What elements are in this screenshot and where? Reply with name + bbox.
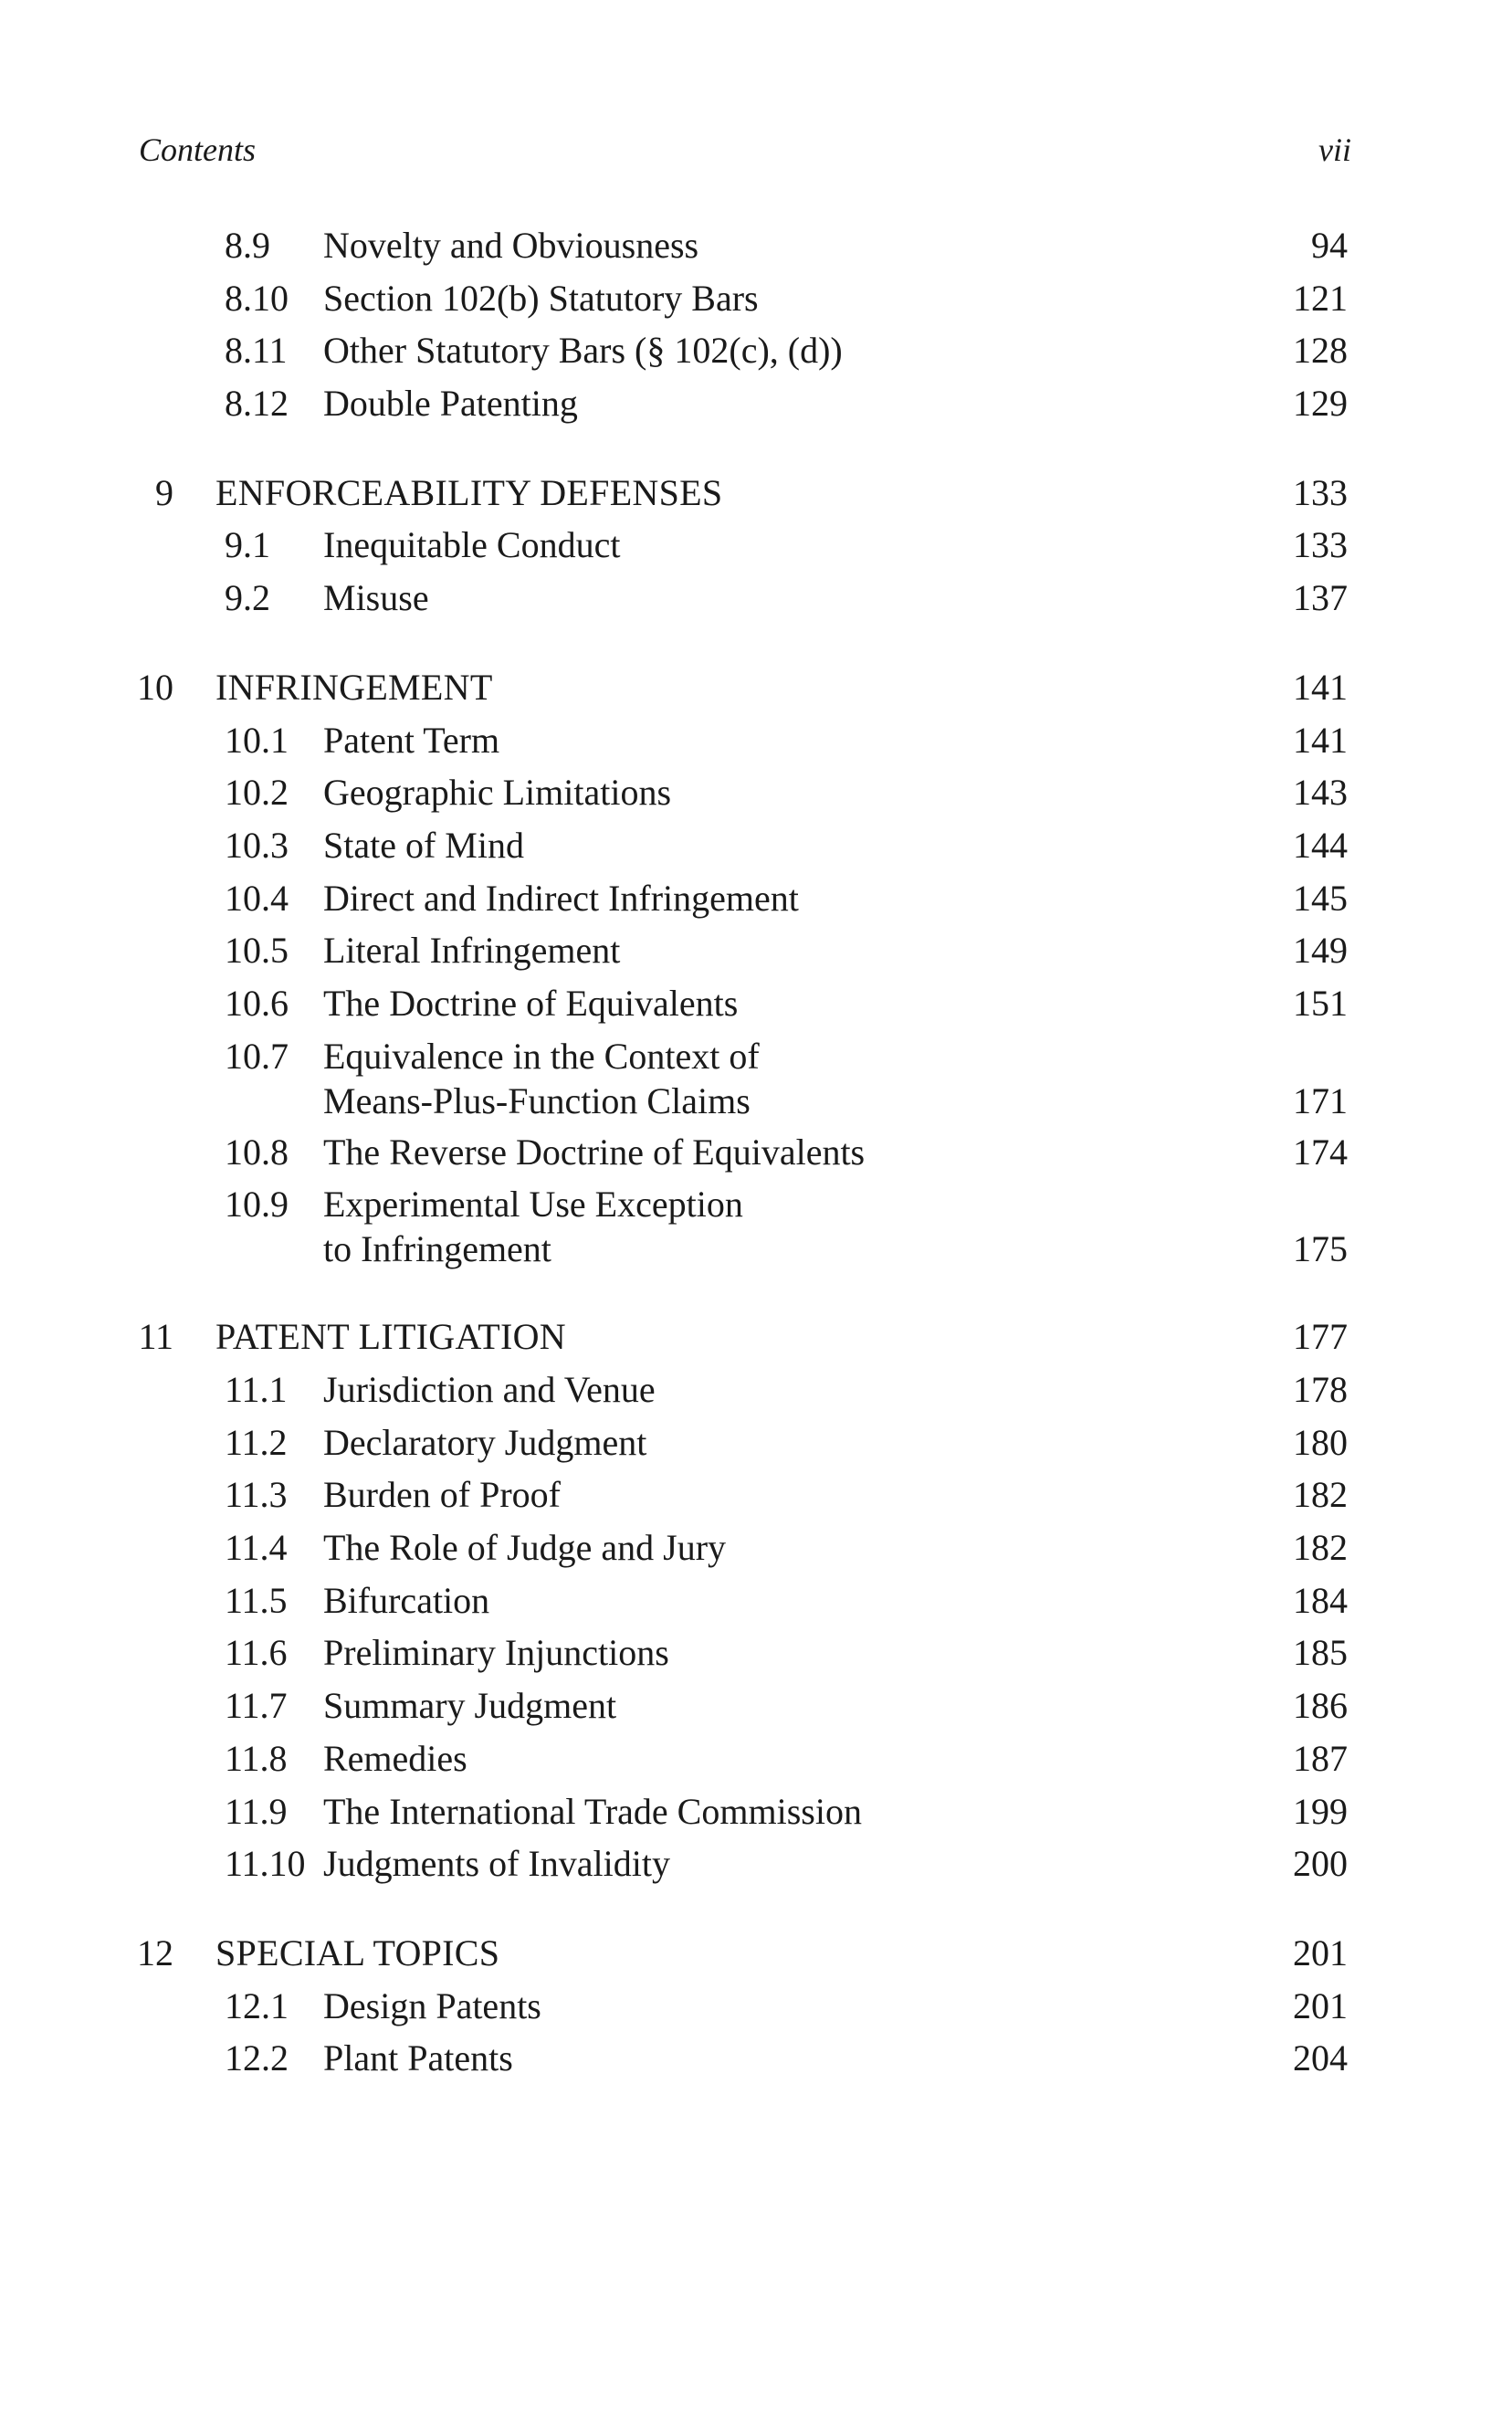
- running-head: [139, 128, 1351, 172]
- chapter-page: 177: [1293, 1316, 1348, 1358]
- toc-section-row[interactable]: [0, 1980, 1512, 2033]
- section-number: 10.4: [225, 877, 289, 919]
- section-page: 143: [1293, 772, 1348, 814]
- chapter-number: 9: [155, 471, 173, 513]
- toc-section-row[interactable]: [0, 1785, 1512, 1838]
- section-title: Summary Judgment: [323, 1685, 617, 1727]
- section-title: State of Mind: [323, 824, 524, 866]
- section-title: Declaratory Judgment: [323, 1421, 647, 1463]
- section-title: Inequitable Conduct: [323, 524, 621, 566]
- toc-section-row[interactable]: [0, 872, 1512, 925]
- section-number: 11.3: [225, 1474, 288, 1516]
- section-number: 9.1: [225, 524, 270, 566]
- chapter-number: 10: [137, 666, 173, 708]
- section-page: 94: [1311, 225, 1348, 266]
- section-number: 11.7: [225, 1685, 288, 1727]
- section-title: The Reverse Doctrine of Equivalents: [323, 1131, 866, 1173]
- section-title: Direct and Indirect Infringement: [323, 877, 799, 919]
- section-page: 171: [1293, 1079, 1348, 1121]
- section-page: 187: [1293, 1737, 1348, 1779]
- section-number: 11.2: [225, 1421, 288, 1463]
- section-page: 141: [1293, 719, 1348, 761]
- section-title: Judgments of Invalidity: [323, 1843, 670, 1885]
- section-page: 180: [1293, 1421, 1348, 1463]
- toc-section-row[interactable]: [0, 572, 1512, 625]
- chapter-number: 11: [138, 1316, 173, 1358]
- toc-section-row[interactable]: [0, 924, 1512, 977]
- section-number: 10.9: [225, 1184, 289, 1226]
- section-page: 175: [1293, 1228, 1348, 1270]
- section-number: 9.2: [225, 577, 270, 619]
- section-title: Literal Infringement: [323, 930, 621, 972]
- section-number: 11.10: [225, 1843, 306, 1885]
- toc-section-row[interactable]: [0, 1030, 1512, 1126]
- section-page: 182: [1293, 1527, 1348, 1569]
- table-of-contents: [0, 219, 1512, 2085]
- toc-section-row[interactable]: [0, 1363, 1512, 1416]
- chapter-title: SPECIAL TOPICS: [215, 1931, 500, 1973]
- toc-section-row[interactable]: [0, 219, 1512, 272]
- toc-section-row[interactable]: [0, 1626, 1512, 1679]
- section-number: 10.8: [225, 1131, 289, 1173]
- section-number: 11.4: [225, 1527, 288, 1569]
- section-number: 11.8: [225, 1737, 288, 1779]
- section-page: 149: [1293, 930, 1348, 972]
- section-page: 184: [1293, 1579, 1348, 1621]
- toc-section-row[interactable]: [0, 1837, 1512, 1890]
- section-page: 133: [1293, 524, 1348, 566]
- toc-chapter-row[interactable]: [0, 1310, 1512, 1363]
- section-title-continued: to Infringement: [323, 1228, 551, 1270]
- section-number: 8.11: [225, 330, 288, 372]
- section-number: 8.12: [225, 383, 289, 425]
- section-title: Preliminary Injunctions: [323, 1632, 669, 1674]
- section-number: 10.2: [225, 772, 289, 814]
- section-title: The International Trade Commission: [323, 1790, 862, 1832]
- toc-section-row[interactable]: [0, 377, 1512, 430]
- section-title: The Role of Judge and Jury: [323, 1527, 727, 1569]
- toc-chapter-row[interactable]: [0, 467, 1512, 520]
- chapter-gap: [0, 1274, 1512, 1310]
- section-number: 11.6: [225, 1632, 288, 1674]
- section-page: 128: [1293, 330, 1348, 372]
- toc-section-row[interactable]: [0, 272, 1512, 325]
- section-title: Burden of Proof: [323, 1474, 561, 1516]
- section-page: 186: [1293, 1685, 1348, 1727]
- chapter-gap: [0, 1890, 1512, 1927]
- toc-section-row[interactable]: [0, 766, 1512, 819]
- chapter-title: PATENT LITIGATION: [215, 1316, 566, 1358]
- section-number: 12.2: [225, 2037, 289, 2079]
- section-page: 182: [1293, 1474, 1348, 1516]
- section-title-continued: Means-Plus-Function Claims: [323, 1079, 751, 1121]
- toc-chapter-row[interactable]: [0, 661, 1512, 714]
- section-title: Remedies: [323, 1737, 467, 1779]
- running-head-title: Contents: [139, 132, 257, 168]
- toc-section-row[interactable]: [0, 1521, 1512, 1574]
- toc-chapter-row[interactable]: [0, 1927, 1512, 1980]
- section-title: Geographic Limitations: [323, 772, 672, 814]
- chapter-gap: [0, 625, 1512, 661]
- chapter-page: 201: [1293, 1931, 1348, 1973]
- chapter-number: 12: [137, 1931, 173, 1973]
- chapter-page: 133: [1293, 471, 1348, 513]
- section-title: Other Statutory Bars (§ 102(c), (d)): [323, 330, 843, 372]
- toc-section-row[interactable]: [0, 819, 1512, 872]
- section-number: 10.6: [225, 982, 289, 1024]
- section-number: 11.9: [225, 1790, 288, 1832]
- section-page: 137: [1293, 577, 1348, 619]
- section-number: 11.5: [225, 1579, 288, 1621]
- section-title: Equivalence in the Context of: [323, 1035, 760, 1077]
- section-number: 10.7: [225, 1035, 289, 1077]
- section-title: Section 102(b) Statutory Bars: [323, 277, 759, 319]
- section-page: 151: [1293, 982, 1348, 1024]
- chapter-title: ENFORCEABILITY DEFENSES: [215, 471, 723, 513]
- toc-section-row[interactable]: [0, 1468, 1512, 1521]
- section-page: 201: [1293, 1984, 1348, 2026]
- toc-section-row[interactable]: [0, 1126, 1512, 1179]
- section-page: 200: [1293, 1843, 1348, 1885]
- toc-section-row[interactable]: [0, 1574, 1512, 1627]
- section-title: The Doctrine of Equivalents: [323, 982, 739, 1024]
- toc-section-row[interactable]: [0, 519, 1512, 572]
- section-title: Novelty and Obviousness: [323, 225, 699, 266]
- section-title: Experimental Use Exception: [323, 1184, 743, 1226]
- toc-section-row[interactable]: [0, 324, 1512, 377]
- section-number: 11.1: [225, 1369, 288, 1410]
- section-page: 199: [1293, 1790, 1348, 1832]
- section-page: 121: [1293, 277, 1348, 319]
- page-number: vii: [1318, 132, 1351, 168]
- section-title: Jurisdiction and Venue: [323, 1369, 656, 1410]
- section-page: 144: [1293, 824, 1348, 866]
- toc-section-row[interactable]: [0, 2032, 1512, 2085]
- section-page: 129: [1293, 383, 1348, 425]
- toc-section-row[interactable]: [0, 1732, 1512, 1785]
- section-page: 185: [1293, 1632, 1348, 1674]
- section-page: 204: [1293, 2037, 1348, 2079]
- section-title: Plant Patents: [323, 2037, 513, 2079]
- chapter-gap: [0, 430, 1512, 467]
- section-page: 174: [1293, 1131, 1348, 1173]
- chapter-page: 141: [1293, 666, 1348, 708]
- section-title: Patent Term: [323, 719, 500, 761]
- section-number: 10.3: [225, 824, 289, 866]
- chapter-title: INFRINGEMENT: [215, 666, 493, 708]
- toc-section-row[interactable]: [0, 1679, 1512, 1732]
- section-number: 8.10: [225, 277, 289, 319]
- section-page: 145: [1293, 877, 1348, 919]
- toc-section-row[interactable]: [0, 1416, 1512, 1469]
- section-number: 10.5: [225, 930, 289, 972]
- toc-section-row[interactable]: [0, 977, 1512, 1030]
- section-number: 8.9: [225, 225, 270, 266]
- section-page: 178: [1293, 1369, 1348, 1410]
- section-number: 12.1: [225, 1984, 289, 2026]
- toc-section-row[interactable]: [0, 714, 1512, 767]
- toc-section-row[interactable]: [0, 1178, 1512, 1274]
- section-title: Misuse: [323, 577, 429, 619]
- section-title: Bifurcation: [323, 1579, 490, 1621]
- section-title: Design Patents: [323, 1984, 541, 2026]
- section-number: 10.1: [225, 719, 289, 761]
- section-title: Double Patenting: [323, 383, 578, 425]
